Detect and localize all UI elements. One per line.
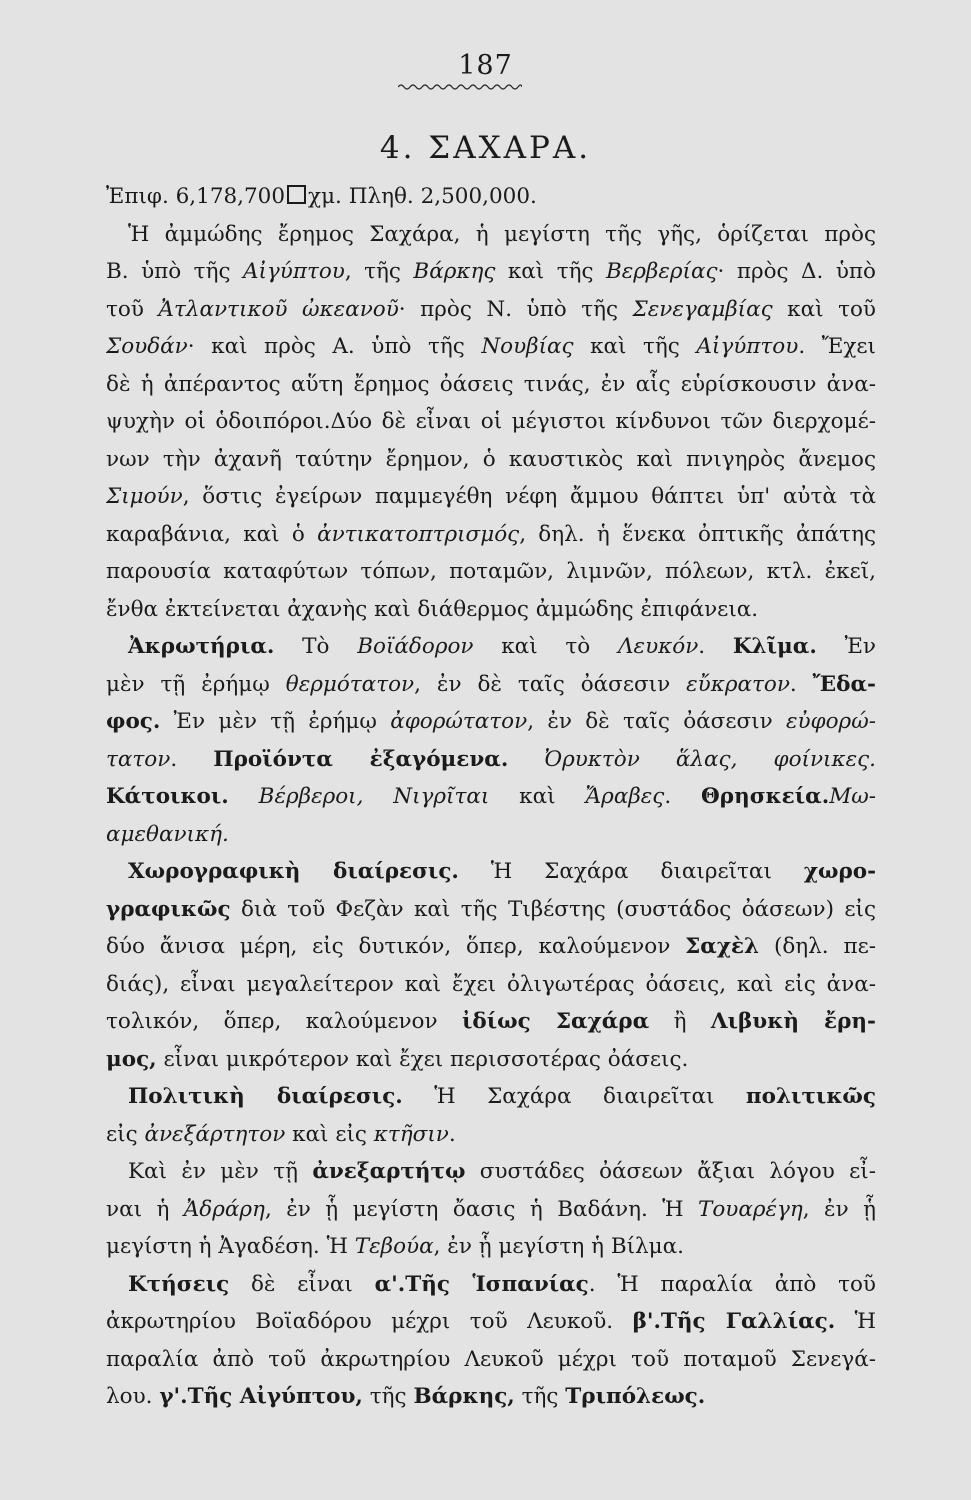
italic-text: Αἰγύπτου xyxy=(242,259,345,284)
italic-text: Σιμούν xyxy=(106,484,183,509)
text-run: καὶ τὸ xyxy=(473,634,619,659)
text-run: , ἐν δὲ ταῖς ὀάσεσιν xyxy=(414,671,687,697)
italic-text: Βερβερίας xyxy=(605,259,718,284)
bold-text: ἀνεξαρτήτῳ xyxy=(312,1159,466,1184)
text-run: δὲ ἡ ἀπέραντος αὕτη ἔρημος ὀάσεις τινάς, ἐν αἷς εὑρίσκουσιν ἀνα- xyxy=(106,371,876,397)
text-line xyxy=(106,741,876,779)
bold-text: Κτήσεις xyxy=(128,1271,230,1297)
text-line xyxy=(106,853,876,891)
text-run: · καὶ πρὸς Α. ὑπὸ τῆς xyxy=(187,334,482,359)
text-run: τῆς xyxy=(362,1384,414,1409)
square-symbol-icon xyxy=(287,185,306,204)
text-run: μεγίστη ἡ Ἀγαδέση. Ἡ xyxy=(106,1234,355,1259)
italic-text: τατον xyxy=(106,746,171,772)
bold-text: Πολιτικὴ διαίρεσις. xyxy=(128,1084,403,1109)
bold-text: Βάρκης, xyxy=(413,1384,515,1409)
bold-text: Κλῖμα. xyxy=(732,634,817,659)
text-run: τολικόν, ὅπερ, καλούμενον xyxy=(106,1009,463,1034)
text-line xyxy=(106,966,876,1004)
italic-text: εὐφορώ- xyxy=(785,709,876,734)
text-run: Β. ὑπὸ τῆς xyxy=(106,259,243,284)
bold-text: Ἀκρωτήρια. xyxy=(128,634,275,659)
text-run: . xyxy=(664,784,702,809)
italic-text: ἀνεξάρτητον xyxy=(144,1121,286,1147)
page-number: 187 xyxy=(458,50,513,81)
text-line xyxy=(106,1191,876,1229)
italic-text: θερμότατον xyxy=(285,671,415,697)
text-run: Ἐπιφ. 6,178,700 xyxy=(106,184,286,209)
text-run: παρουσία καταφύτων τόπων, ποταμῶν, λιμνῶν, πόλεων, κτλ. ἐκεῖ, xyxy=(106,559,876,584)
text-line xyxy=(106,1116,876,1154)
text-run: νων τὴν ἀχανῆ ταύτην ἔρημον, ὁ καυστικὸς καὶ πνιγηρὸς ἄνεμος xyxy=(106,446,876,472)
text-line xyxy=(106,1378,876,1416)
text-run: διάς), εἶναι μεγαλείτερον καὶ ἔχει ὀλιγωτέρας ὀάσεις, καὶ εἰς ἀνα- xyxy=(106,971,876,997)
text-line xyxy=(106,891,876,929)
text-line xyxy=(106,928,876,966)
text-run: χμ. Πληθ. 2,500,000. xyxy=(308,184,537,209)
italic-text: Τεβούα xyxy=(354,1234,434,1259)
section-title: 4. ΣΑΧΑΡΑ. xyxy=(379,130,592,166)
text-run: εἶναι μικρότερον καὶ ἔχει περισσοτέρας ὀάσεις. xyxy=(156,1046,689,1072)
text-run: . xyxy=(698,634,733,659)
body-text xyxy=(106,178,876,1416)
text-run: Ἡ xyxy=(835,1309,876,1334)
bold-text: Προϊόντα ἐξαγόμενα. xyxy=(213,746,509,772)
text-line xyxy=(106,1266,876,1304)
text-line xyxy=(106,1228,876,1266)
text-line xyxy=(106,1153,876,1191)
text-line xyxy=(106,366,876,404)
bold-text: Κάτοικοι. xyxy=(106,784,229,809)
bold-text: α'.Τῆς Ἱσπανίας xyxy=(374,1271,589,1297)
text-run: · πρὸς Δ. ὑπὸ xyxy=(717,259,876,284)
text-run: , ὅστις ἐγείρων παμμεγέθη νέφη ἄμμου θάπτει ὑπ' αὐτὰ τὰ xyxy=(182,484,876,509)
text-run: διὰ τοῦ Φεζὰν καὶ τῆς Τιβέστης (συστάδος ὀάσεων) εἰς xyxy=(230,896,876,922)
text-line xyxy=(106,441,876,479)
text-run: συστάδες ὀάσεων ἄξιαι λόγου εἶ- xyxy=(465,1159,876,1184)
italic-text: Σενεγαμβίας xyxy=(632,296,773,322)
italic-text: Τουαρέγη xyxy=(698,1196,803,1222)
text-run: καὶ τῆς xyxy=(573,334,697,359)
text-run: Καὶ ἐν μὲν τῇ xyxy=(128,1159,313,1184)
text-run: Ἡ Σαχάρα διαιρεῖται xyxy=(402,1084,746,1109)
text-line xyxy=(106,1041,876,1079)
italic-text: Μω- xyxy=(829,784,876,809)
text-run: . Ἡ παραλία ἀπὸ τοῦ xyxy=(588,1271,876,1297)
text-run: καὶ εἰς xyxy=(285,1121,374,1147)
italic-text: Λευκόν xyxy=(618,634,699,659)
italic-text: Ἀδράρη xyxy=(183,1196,265,1222)
text-run: δὲ εἶναι xyxy=(229,1271,375,1297)
text-run: ἔνθα ἐκτείνεται ἀχανὴς καὶ διάθερμος ἀμμώδης ἐπιφάνεια. xyxy=(106,596,759,622)
text-line xyxy=(106,816,876,854)
text-line xyxy=(106,703,876,741)
bold-text: β'.Τῆς Γαλλίας. xyxy=(632,1309,836,1334)
bold-text: χωρο- xyxy=(803,859,876,884)
bold-text: πολιτικῶς xyxy=(745,1084,876,1109)
text-line xyxy=(106,291,876,329)
text-run: . xyxy=(448,1121,456,1147)
text-line xyxy=(106,216,876,254)
italic-text: Ὀρυκτὸν ἅλας, φοίνικες. xyxy=(544,746,876,772)
bold-text: Τριπόλεως. xyxy=(565,1384,706,1409)
text-line xyxy=(106,253,876,291)
italic-text: κτῆσιν xyxy=(373,1121,449,1147)
italic-text: Νουβίας xyxy=(481,334,574,359)
bold-text: Σαχὲλ xyxy=(685,934,760,959)
bold-text: γραφικῶς xyxy=(106,896,231,922)
text-run: , τῆς xyxy=(344,259,414,284)
text-run: καραβάνια, καὶ ὁ xyxy=(106,521,318,547)
text-run: · πρὸς Ν. ὑπὸ τῆς xyxy=(398,296,633,322)
text-run: Τὸ xyxy=(274,634,358,659)
text-run: , ἐν δὲ ταῖς ὀάσεσιν xyxy=(527,709,786,734)
italic-text: αμεθανική. xyxy=(106,821,229,847)
bold-text: Θρησκεία. xyxy=(701,784,830,809)
text-line xyxy=(106,591,876,629)
text-run: , ἐν ᾗ xyxy=(802,1196,876,1222)
text-line xyxy=(106,666,876,704)
text-run: ἢ xyxy=(649,1009,711,1034)
bold-text: Χωρογραφικὴ διαίρεσις. xyxy=(128,859,459,884)
text-run: , ἐν ᾗ μεγίστη ὄασις ἡ Βαδάνη. Ἡ xyxy=(264,1196,698,1222)
italic-text: Ἀτλαντικοῦ ὠκεανοῦ xyxy=(158,296,399,322)
text-run: ναι ἡ xyxy=(106,1196,184,1222)
bold-text: μος, xyxy=(106,1046,157,1072)
bold-text: Λιβυκὴ ἔρη- xyxy=(710,1009,876,1034)
text-run xyxy=(508,747,544,772)
text-run: , ἐν ᾗ μεγίστη ἡ Βίλμα. xyxy=(433,1234,685,1259)
text-line xyxy=(106,1078,876,1116)
italic-text: Αἰγύπτου xyxy=(696,334,799,359)
text-run: . Ἔχει xyxy=(798,334,876,359)
text-run: λου. xyxy=(106,1384,160,1409)
text-line xyxy=(106,328,876,366)
text-run: δύο ἄνισα μέρη, εἰς δυτικόν, ὅπερ, καλούμενον xyxy=(106,934,686,959)
text-run: (δηλ. πε- xyxy=(759,934,876,959)
italic-text: Σουδάν xyxy=(106,334,188,359)
text-run: εἰς xyxy=(106,1121,145,1147)
text-line xyxy=(106,628,876,666)
text-line xyxy=(106,1003,876,1041)
text-run: ψυχὴν οἱ ὁδοιπόροι.Δύο δὲ εἶναι οἱ μέγιστοι κίνδυνοι τῶν διερχομέ- xyxy=(106,409,876,434)
text-line xyxy=(106,1303,876,1341)
bold-text: φος. xyxy=(106,709,161,734)
text-line xyxy=(106,403,876,441)
bold-text: ἰδίως Σαχάρα xyxy=(462,1009,650,1034)
text-run: ἀκρωτηρίου Βοϊαδόρου μέχρι τοῦ Λευκοῦ. xyxy=(106,1309,633,1334)
text-run: . xyxy=(789,671,813,697)
italic-text: Βοϊάδορον xyxy=(357,634,474,659)
text-run: καὶ xyxy=(489,784,586,809)
text-line xyxy=(106,516,876,554)
text-run: παραλία ἀπὸ τοῦ ἀκρωτηρίου Λευκοῦ μέχρι τοῦ ποταμοῦ Σενεγά- xyxy=(106,1346,876,1372)
text-line xyxy=(106,778,876,816)
text-run: Ἐν xyxy=(816,634,876,659)
text-run: Ἡ Σαχάρα διαιρεῖται xyxy=(458,859,804,884)
text-line xyxy=(106,178,876,216)
text-line xyxy=(106,478,876,516)
italic-text: Ἄραβες xyxy=(585,784,665,809)
bold-text: Ἔδα- xyxy=(812,671,876,697)
text-run: καὶ τοῦ xyxy=(772,296,876,322)
italic-text: ἀφορώτατον xyxy=(390,709,528,734)
text-run: τῆς xyxy=(514,1384,566,1409)
text-run: , δηλ. ἡ ἕνεκα ὀπτικῆς ἀπάτης xyxy=(519,521,876,547)
italic-text: Βάρκης xyxy=(413,259,496,284)
italic-text: Βέρβεροι, Νιγρῖται xyxy=(258,784,490,809)
text-run: Ἡ ἀμμώδης ἔρημος Σαχάρα, ἡ μεγίστη τῆς γῆς, ὁρίζεται πρὸς xyxy=(128,221,876,247)
italic-text: εὔκρατον xyxy=(686,671,790,697)
italic-text: ἀντικατοπτρισμός xyxy=(317,521,520,547)
text-run: . xyxy=(170,746,214,772)
text-line xyxy=(106,553,876,591)
wavy-rule xyxy=(398,82,522,92)
text-run: τοῦ xyxy=(106,296,159,322)
text-line xyxy=(106,1341,876,1379)
bold-text: γ'.Τῆς Αἰγύπτου, xyxy=(159,1384,363,1409)
text-run: Ἐν μὲν τῇ ἐρήμῳ xyxy=(160,709,391,734)
text-run: μὲν τῇ ἐρήμῳ xyxy=(106,671,286,697)
text-run xyxy=(229,784,259,809)
text-run: καὶ τῆς xyxy=(495,259,606,284)
